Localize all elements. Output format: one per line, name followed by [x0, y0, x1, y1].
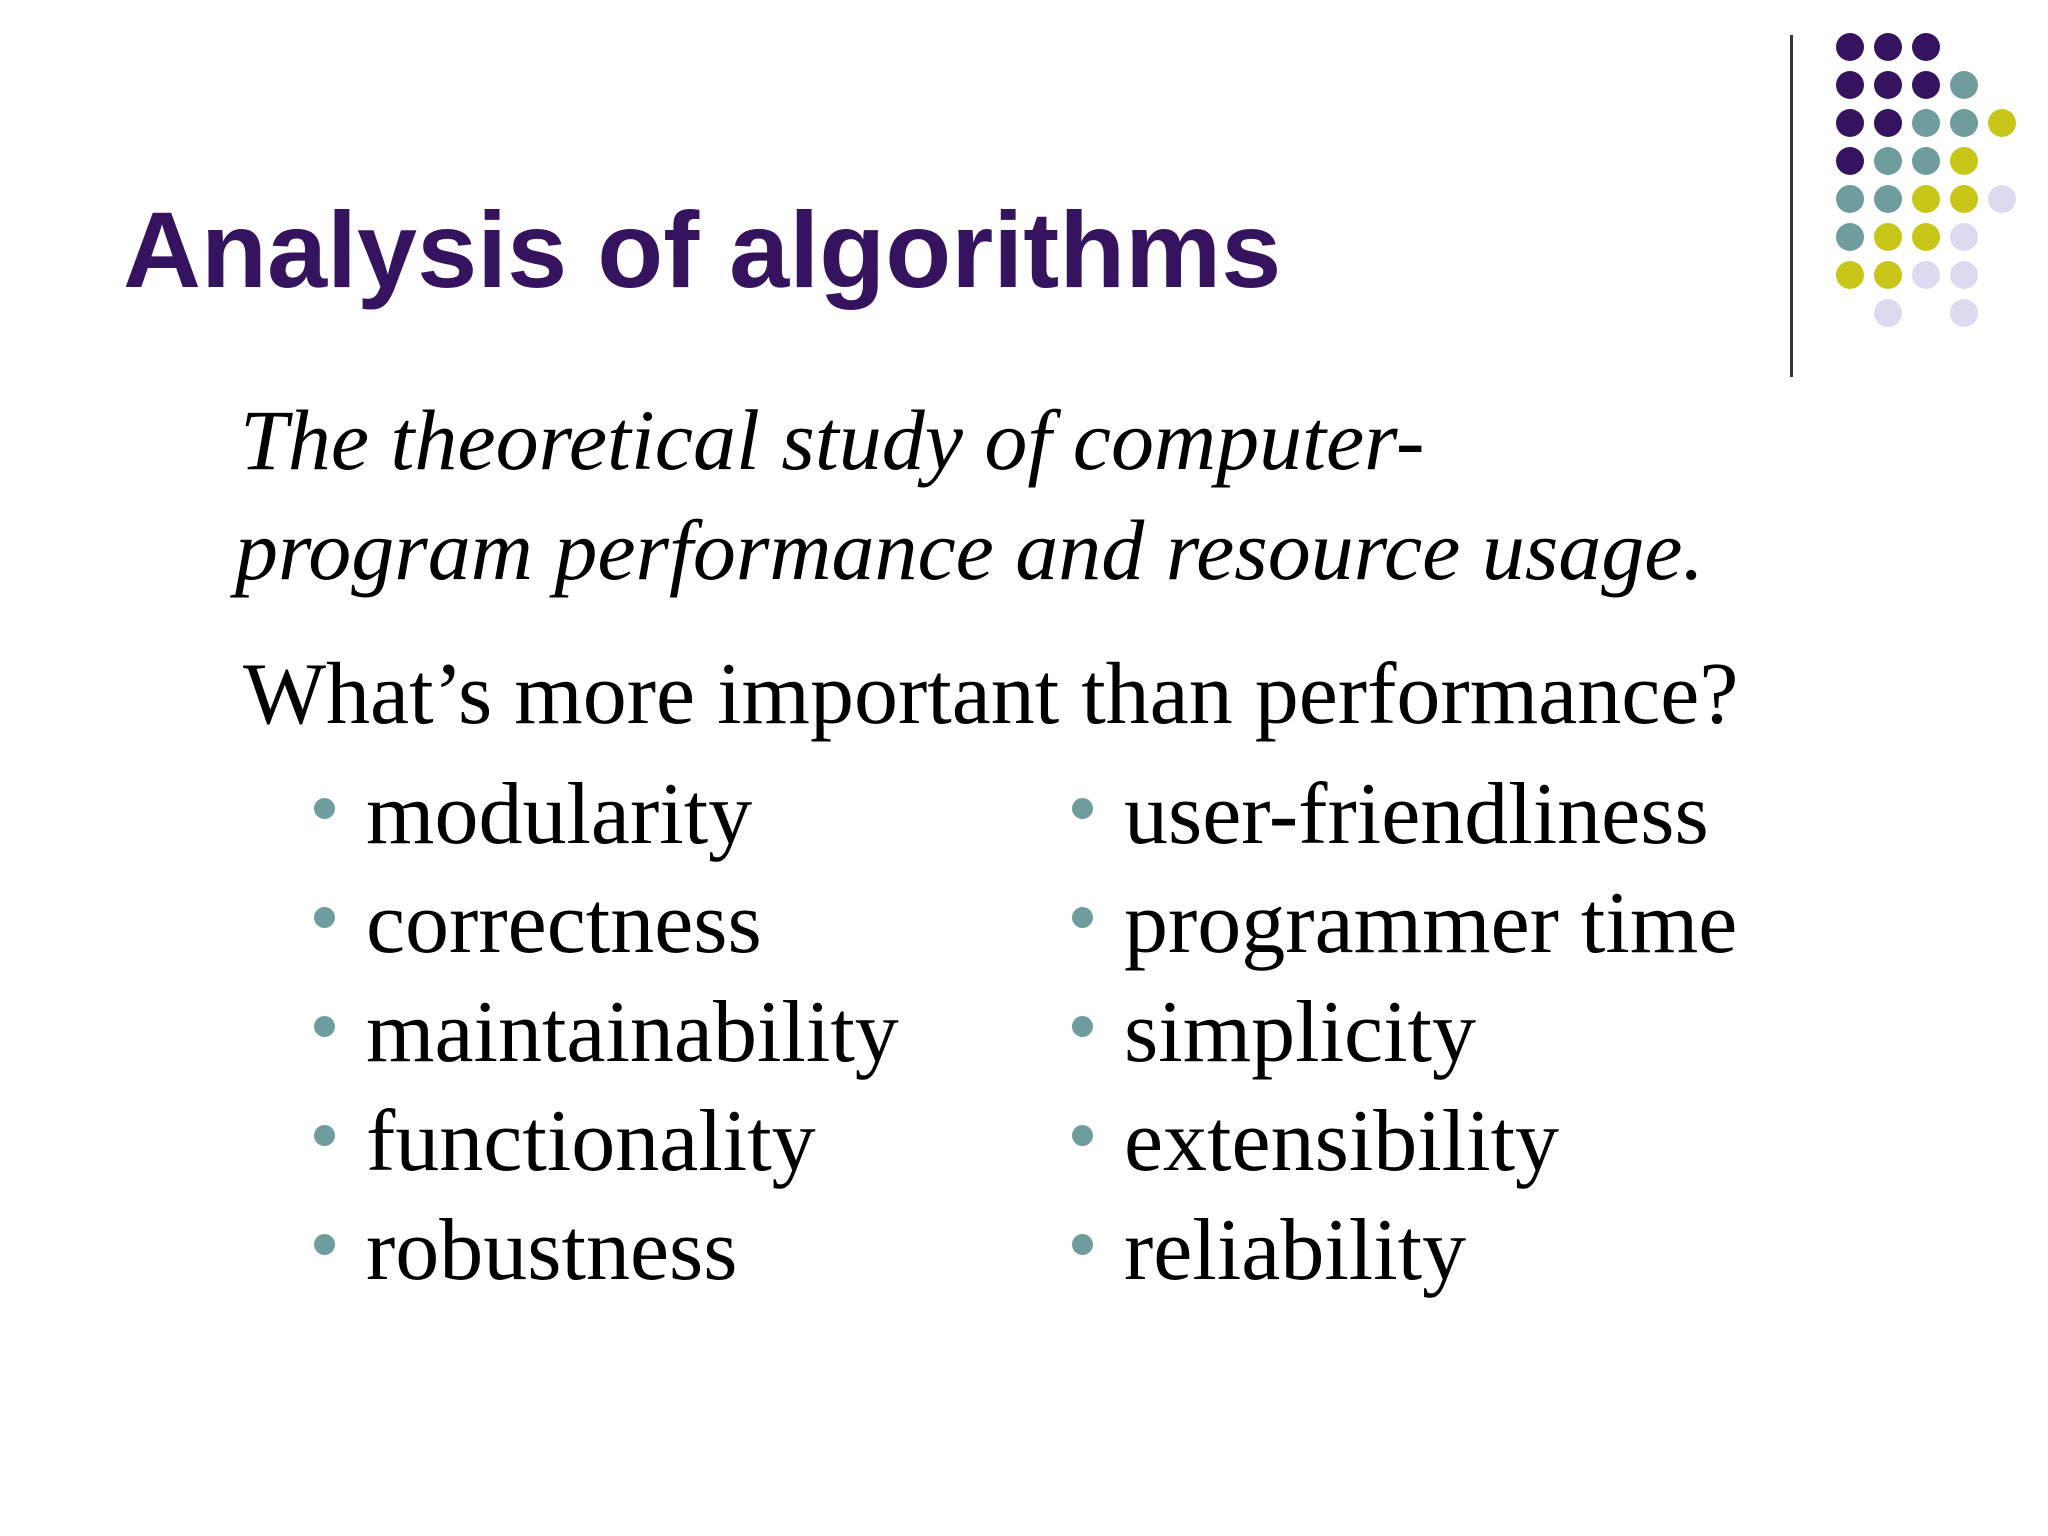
list-item-label: modularity — [366, 766, 753, 863]
bullet-dot-icon — [314, 1016, 335, 1037]
decorative-dot — [1874, 33, 1902, 61]
decorative-dot — [1950, 299, 1978, 327]
decorative-dot — [1950, 109, 1978, 137]
bullet-dot-icon — [314, 798, 335, 819]
decorative-dot — [1836, 71, 1864, 99]
decorative-dot — [1912, 185, 1940, 213]
decorative-dot — [1836, 109, 1864, 137]
decorative-dot — [1950, 71, 1978, 99]
bullet-dot-icon — [1072, 798, 1093, 819]
decorative-dot — [1950, 147, 1978, 175]
list-item-label: maintainability — [366, 984, 899, 1081]
bullet-list-right — [1068, 760, 1737, 1305]
decorative-dot — [1912, 71, 1940, 99]
list-item — [310, 1087, 899, 1196]
decorative-dot — [1836, 147, 1864, 175]
list-item — [1068, 1087, 1737, 1196]
vertical-divider — [1790, 35, 1793, 377]
decorative-dot — [1912, 147, 1940, 175]
decorative-dot — [1874, 185, 1902, 213]
decorative-dot — [1836, 261, 1864, 289]
bullet-dot-icon — [1072, 1125, 1093, 1146]
definition-line-1: The theoretical study of computer- — [240, 392, 1425, 488]
question-text: What’s more important than performance? — [243, 646, 1739, 743]
list-item-label: reliability — [1124, 1202, 1467, 1299]
list-item-label: functionality — [366, 1093, 816, 1190]
list-item — [310, 978, 899, 1087]
decorative-dot — [1836, 185, 1864, 213]
decorative-dot — [1912, 261, 1940, 289]
definition-line-2: program performance and resource usage. — [235, 502, 1704, 598]
list-item — [310, 1196, 899, 1305]
bullet-dot-icon — [1072, 907, 1093, 928]
list-item-label: user-friendliness — [1124, 766, 1709, 863]
list-item-label: simplicity — [1124, 984, 1476, 1081]
decorative-dot — [1874, 109, 1902, 137]
decorative-dot — [1836, 33, 1864, 61]
list-item — [310, 760, 899, 869]
slide-title: Analysis of algorithms — [123, 189, 1282, 310]
decorative-dot — [1988, 185, 2016, 213]
bullet-dot-icon — [1072, 1234, 1093, 1255]
decorative-dot — [1874, 71, 1902, 99]
bullet-dot-icon — [314, 907, 335, 928]
decorative-dot — [1912, 223, 1940, 251]
list-item-label: robustness — [366, 1202, 738, 1299]
list-item — [1068, 978, 1737, 1087]
list-item — [1068, 869, 1737, 978]
list-item-label: programmer time — [1124, 875, 1738, 972]
decorative-dot — [1912, 109, 1940, 137]
bullet-dot-icon — [314, 1125, 335, 1146]
decorative-dot — [1874, 261, 1902, 289]
list-item — [1068, 760, 1737, 869]
decorative-dot — [1874, 223, 1902, 251]
bullet-dot-icon — [314, 1234, 335, 1255]
decorative-dot — [1950, 185, 1978, 213]
decorative-dot — [1874, 147, 1902, 175]
list-item-label: correctness — [366, 875, 762, 972]
list-item-label: extensibility — [1124, 1093, 1560, 1190]
definition-text — [235, 385, 1704, 605]
decorative-dot — [1836, 223, 1864, 251]
bullet-dot-icon — [1072, 1016, 1093, 1037]
bullet-list-left — [310, 760, 899, 1305]
list-item — [310, 869, 899, 978]
decorative-dot — [1950, 223, 1978, 251]
decorative-dot — [1912, 33, 1940, 61]
decorative-dot — [1988, 109, 2016, 137]
decorative-dot — [1874, 299, 1902, 327]
decorative-dot — [1950, 261, 1978, 289]
list-item — [1068, 1196, 1737, 1305]
